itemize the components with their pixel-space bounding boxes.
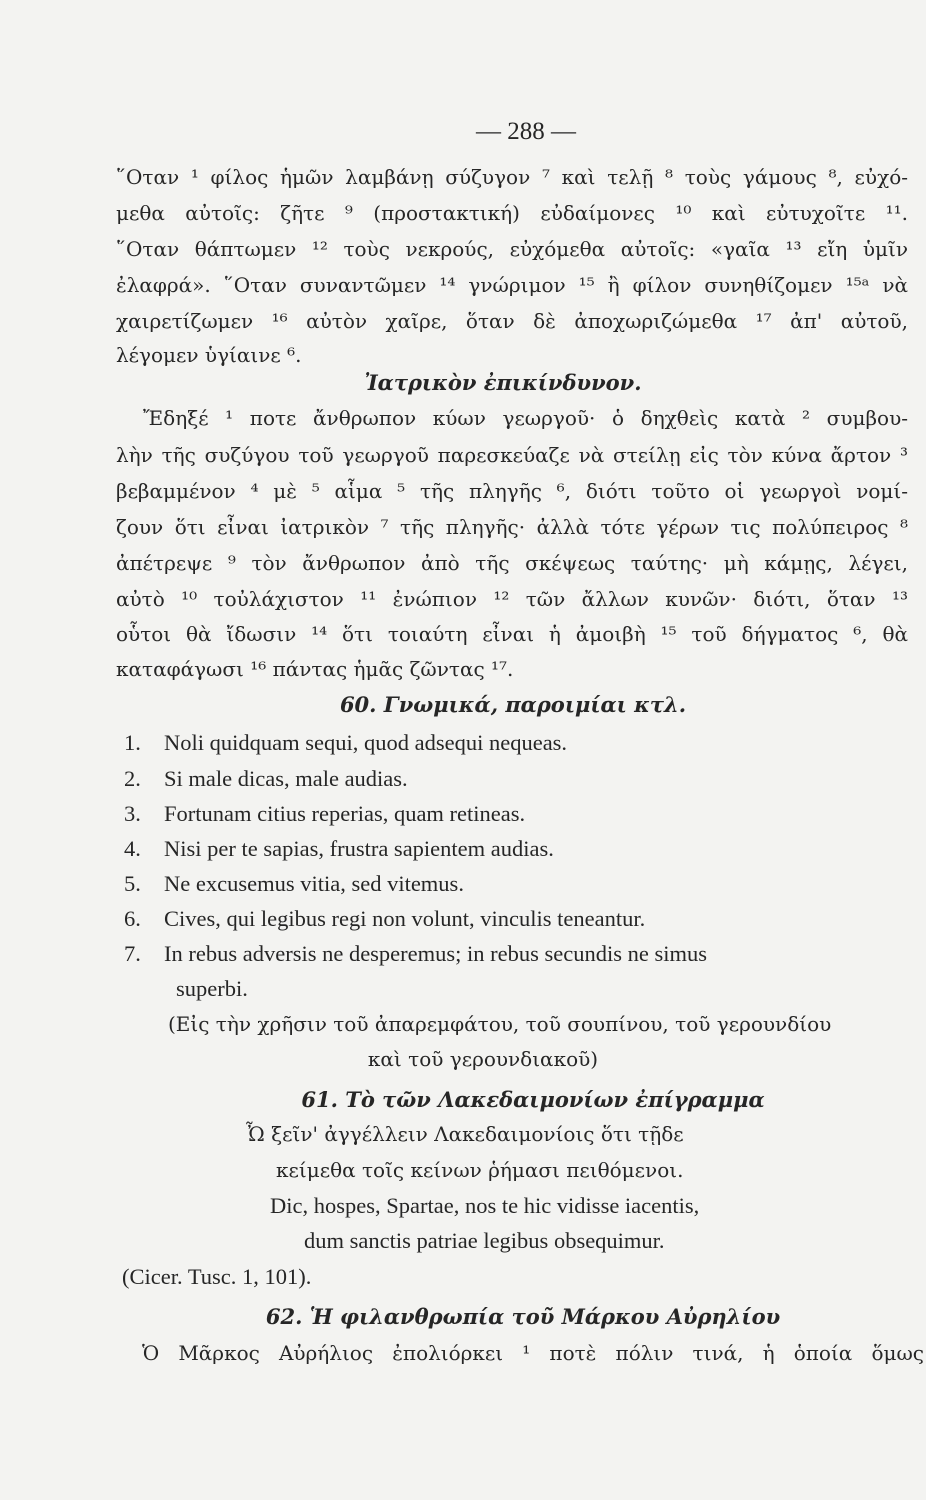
text-line: βεβαμμένον ⁴ μὲ ⁵ αἷμα ⁵ τῆς πληγῆς ⁶, διότι τοῦτο οἱ γεωργοὶ νομί- (116, 479, 908, 503)
page-number: — 288 — (476, 118, 576, 145)
grammar-note: καὶ τοῦ γερουνδιακοῦ) (367, 1047, 599, 1071)
grammar-note: (Εἰς τὴν χρῆσιν τοῦ ἀπαρεμφάτου, τοῦ σουπίνου, τοῦ γερουνδίου (168, 1012, 832, 1036)
epigram-latin-line: dum sanctis patriae legibus obsequimur. (304, 1228, 665, 1253)
epigram-latin-line: Dic, hospes, Spartae, nos te hic vidisse iacentis, (270, 1193, 700, 1218)
maxim-item: 5. Ne excusemus vitia, sed vitemus. (124, 871, 464, 896)
text-line: Ἔδηξέ ¹ ποτε ἄνθρωπον κύων γεωργοῦ· ὁ δηχθεὶς κατὰ ² συμβου- (143, 406, 908, 430)
text-line: χαιρετίζωμεν ¹⁶ αὐτὸν χαῖρε, ὅταν δὲ ἀποχωριζώμεθα ¹⁷ ἀπ' αὐτοῦ, (116, 309, 908, 333)
epigram-greek-line: κείμεθα τοῖς κείνων ῥήμασι πειθόμενοι. (276, 1158, 684, 1182)
maxim-item: 1. Noli quidquam sequi, quod adsequi nequeas. (124, 730, 568, 755)
maxim-continuation: superbi. (176, 976, 248, 1001)
epigram-greek-line: Ὦ ξεῖν' ἀγγέλλειν Λακεδαιμονίοις ὅτι τῇδε (246, 1122, 684, 1146)
maxim-item: 2. Si male dicas, male audias. (124, 766, 408, 791)
text-line: καταφάγωσι ¹⁶ πάντας ἡμᾶς ζῶντας ¹⁷. (116, 657, 514, 681)
section-heading-60: 60. Γνωμικά, παροιμίαι κτλ. (339, 692, 687, 717)
text-line: αὐτὸ ¹⁰ τοὐλάχιστον ¹¹ ἐνώπιον ¹² τῶν ἄλλων κυνῶν· διότι, ὅταν ¹³ (116, 587, 908, 611)
text-line: ῞Οταν ¹ φίλος ἡμῶν λαμβάνῃ σύζυγον ⁷ καὶ τελῇ ⁸ τοὺς γάμους ⁸, εὐχό- (116, 165, 908, 189)
maxim-item: 3. Fortunam citius reperias, quam retineas. (124, 801, 526, 826)
text-line: Ὁ Μᾶρκος Αὐρήλιος ἐπολιόρκει ¹ ποτὲ πόλιν τινά, ἡ ὁποία ὅμως (142, 1341, 924, 1365)
text-line: λὴν τῆς συζύγου τοῦ γεωργοῦ παρεσκεύαζε νὰ στείλῃ εἰς τὸν κύνα ἄρτον ³ (116, 443, 908, 467)
text-line: ῞Οταν θάπτωμεν ¹² τοὺς νεκρούς, εὐχόμεθα αὐτοῖς: «γαῖα ¹³ εἴη ὑμῖν (116, 237, 908, 261)
text-line: ἐλαφρά». ῞Οταν συναντῶμεν ¹⁴ γνώριμον ¹⁵ ἢ φίλον συνηθίζομεν ¹⁵ᵃ νὰ (116, 273, 908, 297)
citation: (Cicer. Tusc. 1, 101). (122, 1264, 312, 1289)
maxim-item: 6. Cives, qui legibus regi non volunt, vinculis teneantur. (124, 906, 646, 931)
section-heading-62: 62. Ἡ φιλανθρωπία τοῦ Μάρκου Αὐρηλίου (265, 1304, 781, 1329)
text-line: ζουν ὅτι εἶναι ἰατρικὸν ⁷ τῆς πληγῆς· ἀλλὰ τότε γέρων τις πολύπειρος ⁸ (116, 515, 908, 539)
text-line: ἀπέτρεψε ⁹ τὸν ἄνθρωπον ἀπὸ τῆς σκέψεως ταύτης· μὴ κάμῃς, λέγει, (116, 551, 908, 575)
text-line: μεθα αὐτοῖς: ζῆτε ⁹ (προστακτική) εὐδαίμονες ¹⁰ καὶ εὐτυχοῖτε ¹¹. (116, 201, 908, 225)
maxim-item: 7. In rebus adversis ne desperemus; in rebus secundis ne simus (124, 941, 708, 966)
maxim-item: 4. Nisi per te sapias, frustra sapientem audias. (124, 836, 554, 861)
text-line: οὗτοι θὰ ἴδωσιν ¹⁴ ὅτι τοιαύτη εἶναι ἡ ἀμοιβὴ ¹⁵ τοῦ δήγματος ⁶, θὰ (116, 622, 908, 646)
section-heading: Ἰατρικὸν ἐπικίνδυνον. (364, 370, 642, 395)
text-line: λέγομεν ὑγίαινε ⁶. (116, 343, 302, 367)
section-heading-61: 61. Τὸ τῶν Λακεδαιμονίων ἐπίγραμμα (301, 1087, 765, 1112)
